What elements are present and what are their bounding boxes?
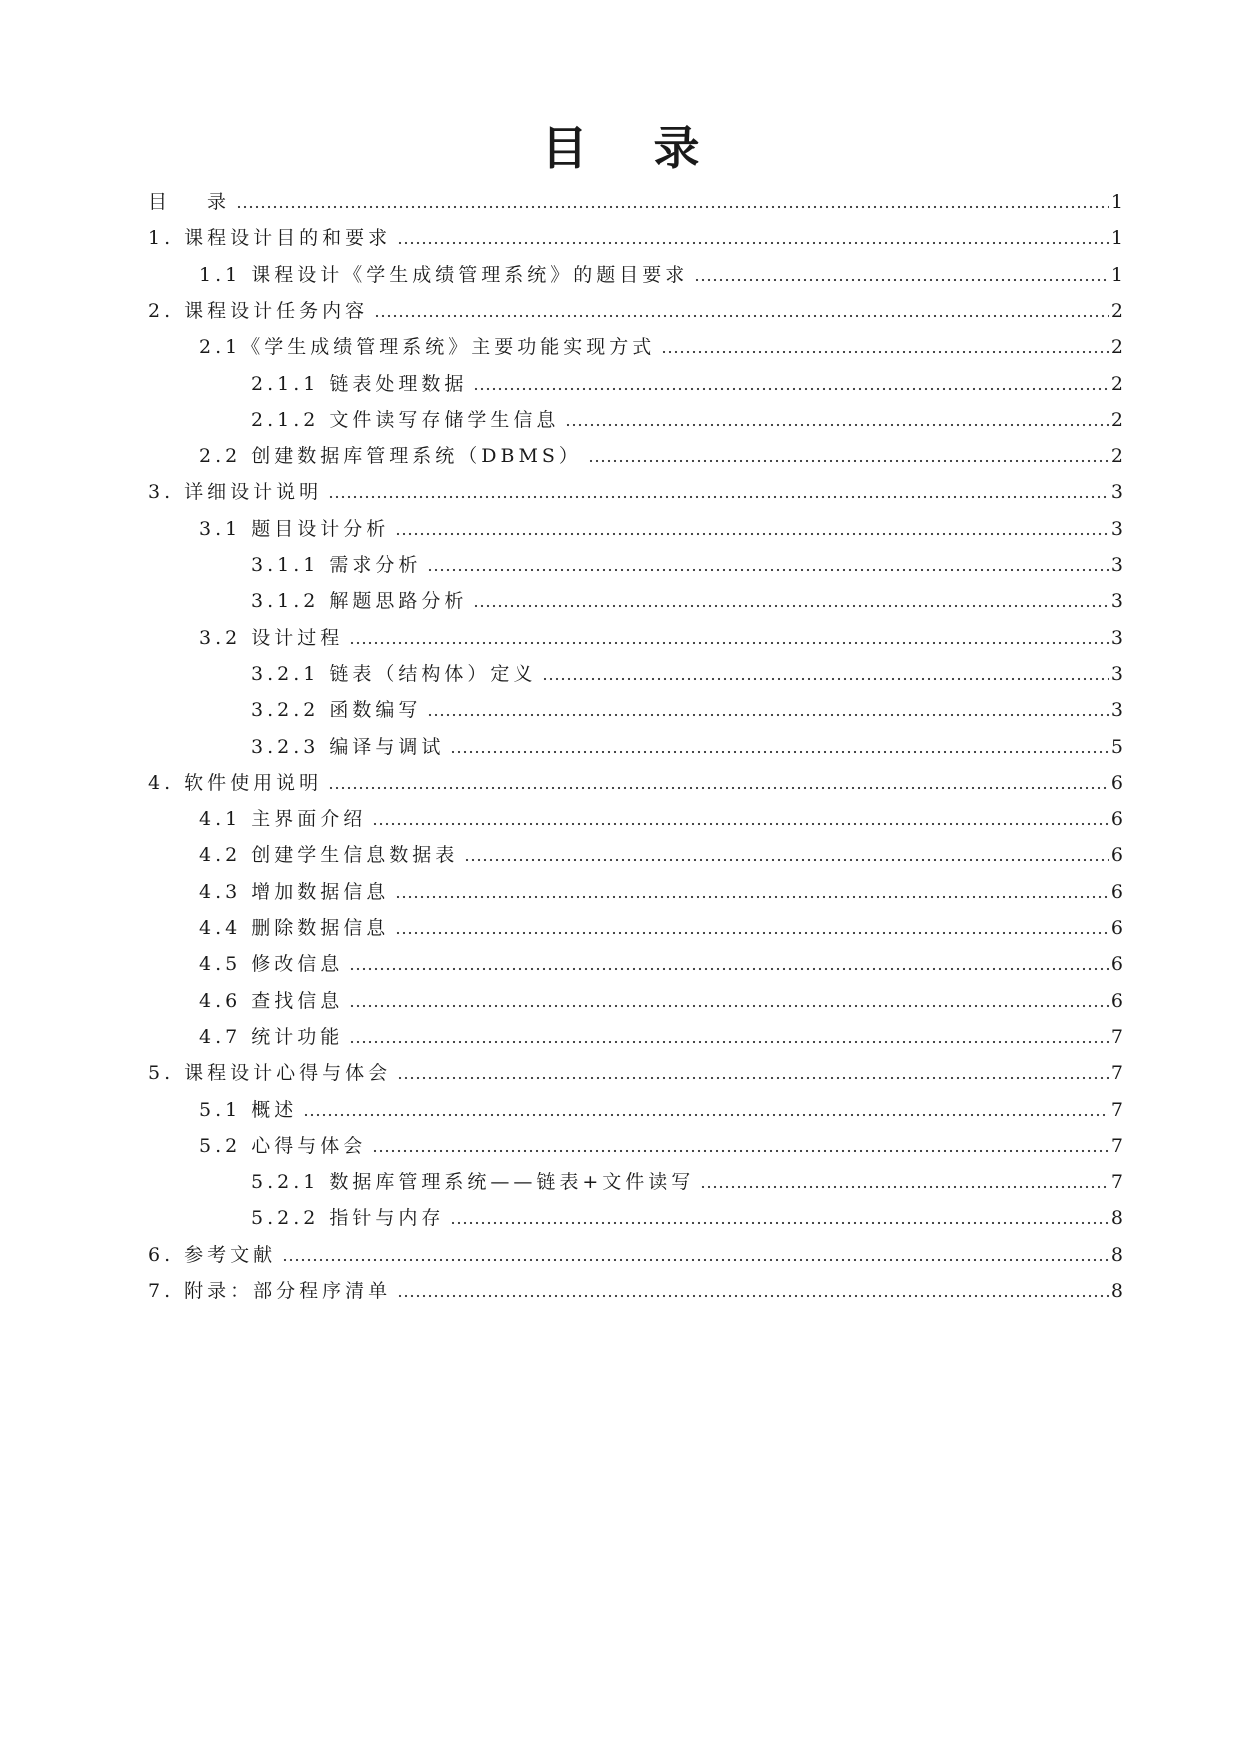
toc-entry-label: 3.1 题目设计分析 (199, 517, 390, 540)
page-title (0, 118, 1241, 178)
toc-entry[interactable] (251, 405, 1123, 435)
toc-page-number: 6 (1110, 880, 1123, 903)
toc-entry-label: 1. 课程设计目的和要求 (148, 227, 392, 250)
dot-leader (588, 459, 1109, 463)
toc-entry[interactable] (199, 260, 1123, 290)
toc-entry[interactable] (251, 1167, 1123, 1197)
toc-entry-label: 2.1.1 链表处理数据 (251, 372, 468, 395)
toc-entry[interactable] (199, 949, 1123, 979)
dot-leader (395, 895, 1109, 899)
toc-entry-label: 4.1 主界面介绍 (199, 808, 367, 831)
dot-leader (236, 205, 1109, 209)
toc-page-number: 7 (1110, 1025, 1123, 1048)
dot-leader (349, 1004, 1109, 1008)
toc-entry[interactable] (199, 1095, 1123, 1125)
toc-page-number: 6 (1110, 917, 1123, 939)
toc-entry-label: 7. 附录：部分程序清单 (148, 1280, 392, 1302)
toc-entry[interactable] (148, 1058, 1123, 1088)
toc-page-number: 6 (1110, 953, 1123, 976)
toc-page-number: 7 (1110, 1098, 1123, 1121)
toc-entry[interactable] (199, 804, 1123, 834)
toc-entry-label: 3.2.1 链表（结构体）定义 (251, 662, 537, 685)
toc-entry-label: 3. 详细设计说明 (148, 481, 323, 504)
dot-leader (349, 967, 1109, 971)
toc-entry-label: 4.2 创建学生信息数据表 (199, 844, 459, 867)
toc-entry-label: 4.4 删除数据信息 (199, 917, 390, 939)
toc-entry-label: 1.1 课程设计《学生成绩管理系统》的题目要求 (199, 263, 689, 286)
toc-entry[interactable] (251, 732, 1123, 762)
dot-leader (372, 822, 1109, 826)
dot-leader (694, 278, 1109, 282)
dot-leader (473, 387, 1109, 391)
page-title-char-1: 目 (541, 121, 588, 175)
toc-entry[interactable] (199, 514, 1123, 544)
toc-entry-label: 4.6 查找信息 (199, 989, 344, 1012)
dot-leader (464, 858, 1109, 862)
toc-entry-label: 4.3 增加数据信息 (199, 880, 390, 903)
dot-leader (328, 495, 1109, 499)
toc-page-number: 3 (1110, 590, 1123, 613)
toc-entry[interactable] (148, 1240, 1123, 1270)
dot-leader (395, 931, 1109, 935)
toc-entry-label: 3.2.3 编译与调试 (251, 735, 445, 758)
toc-entry[interactable] (199, 877, 1123, 907)
toc-page-number: 1 (1110, 191, 1123, 213)
dot-leader (397, 1294, 1109, 1298)
toc-entry[interactable] (199, 1022, 1123, 1052)
toc-entry-label: 6. 参考文献 (148, 1243, 277, 1266)
toc-page-number: 1 (1110, 263, 1123, 286)
dot-leader (397, 241, 1109, 245)
toc-page-number: 6 (1110, 844, 1123, 867)
toc-entry-label: 4. 软件使用说明 (148, 771, 323, 794)
toc-page-number: 8 (1110, 1207, 1123, 1230)
toc-page-number: 8 (1110, 1243, 1123, 1266)
dot-leader (395, 532, 1109, 536)
toc-page-number: 3 (1110, 626, 1123, 649)
dot-leader (303, 1113, 1109, 1117)
dot-leader (427, 568, 1109, 572)
dot-leader (450, 1221, 1109, 1225)
page-title-char-2: 录 (653, 121, 700, 175)
toc-entry-label: 目 录 (148, 191, 231, 213)
toc-entry[interactable] (148, 768, 1123, 798)
toc-entry[interactable] (251, 550, 1123, 580)
dot-leader (328, 786, 1109, 790)
toc-entry-label: 5.2.2 指针与内存 (251, 1207, 445, 1230)
dot-leader (700, 1185, 1109, 1189)
toc-entry[interactable] (199, 840, 1123, 870)
toc-entry[interactable] (199, 332, 1123, 362)
toc-entry-label: 3.2.2 函数编写 (251, 699, 422, 722)
toc-page-number: 3 (1110, 662, 1123, 685)
toc-page-number: 1 (1110, 227, 1123, 250)
toc-page-number: 3 (1110, 699, 1123, 722)
toc-entry[interactable] (148, 296, 1123, 326)
dot-leader (374, 314, 1109, 318)
toc-page-number: 3 (1110, 554, 1123, 576)
toc-entry-label: 5.2.1 数据库管理系统——链表+文件读写 (251, 1171, 695, 1194)
toc-page-number: 6 (1110, 989, 1123, 1012)
toc-entry[interactable] (148, 223, 1123, 253)
dot-leader (542, 677, 1109, 681)
toc-page-number: 7 (1110, 1134, 1123, 1157)
toc-entry-label: 3.1.1 需求分析 (251, 554, 422, 576)
dot-leader (427, 713, 1109, 717)
toc-page-number: 5 (1110, 735, 1123, 758)
dot-leader (397, 1076, 1109, 1080)
toc-entry[interactable] (148, 187, 1123, 217)
dot-leader (473, 604, 1109, 608)
dot-leader (661, 350, 1109, 354)
toc-entry[interactable] (251, 659, 1123, 689)
toc-entry-label: 2.2 创建数据库管理系统（DBMS） (199, 445, 582, 468)
toc-entry[interactable] (251, 586, 1123, 616)
toc-entry-label: 2.1.2 文件读写存储学生信息 (251, 408, 560, 431)
toc-entry[interactable] (199, 913, 1123, 943)
dot-leader (565, 423, 1109, 427)
toc-entry[interactable] (251, 695, 1123, 725)
toc-page-number: 2 (1110, 445, 1123, 468)
toc-entry[interactable] (148, 477, 1123, 507)
toc-page-number: 2 (1110, 408, 1123, 431)
dot-leader (282, 1258, 1109, 1262)
toc-page-number: 2 (1110, 299, 1123, 322)
dot-leader (349, 641, 1109, 645)
toc-entry[interactable] (199, 986, 1123, 1016)
toc-entry[interactable] (251, 369, 1123, 399)
dot-leader (349, 1040, 1109, 1044)
toc-entry-label: 4.7 统计功能 (199, 1025, 344, 1048)
toc-entry-label: 5.2 心得与体会 (199, 1134, 367, 1157)
toc-entry[interactable] (251, 1203, 1123, 1233)
toc-entry-label: 2.1《学生成绩管理系统》主要功能实现方式 (199, 336, 656, 359)
toc-entry-label: 5. 课程设计心得与体会 (148, 1062, 392, 1085)
toc-entry-label: 4.5 修改信息 (199, 953, 344, 976)
toc-page-number: 3 (1110, 517, 1123, 540)
toc-entry-label: 2. 课程设计任务内容 (148, 299, 369, 322)
toc-entry-label: 5.1 概述 (199, 1098, 298, 1121)
toc-entry[interactable] (148, 1276, 1123, 1306)
toc-page-number: 3 (1110, 481, 1123, 504)
toc-entry-label: 3.2 设计过程 (199, 626, 344, 649)
toc-page-number: 6 (1110, 771, 1123, 794)
toc-entry[interactable] (199, 441, 1123, 471)
toc-page-number: 2 (1110, 336, 1123, 359)
dot-leader (372, 1149, 1109, 1153)
toc-page-number: 7 (1110, 1062, 1123, 1085)
toc-page-number: 6 (1110, 808, 1123, 831)
toc-page-number: 8 (1110, 1280, 1123, 1302)
toc-entry[interactable] (199, 623, 1123, 653)
dot-leader (450, 750, 1109, 754)
toc-entry-label: 3.1.2 解题思路分析 (251, 590, 468, 613)
toc-entry[interactable] (199, 1131, 1123, 1161)
toc-page-number: 7 (1110, 1171, 1123, 1194)
toc-page-number: 2 (1110, 372, 1123, 395)
